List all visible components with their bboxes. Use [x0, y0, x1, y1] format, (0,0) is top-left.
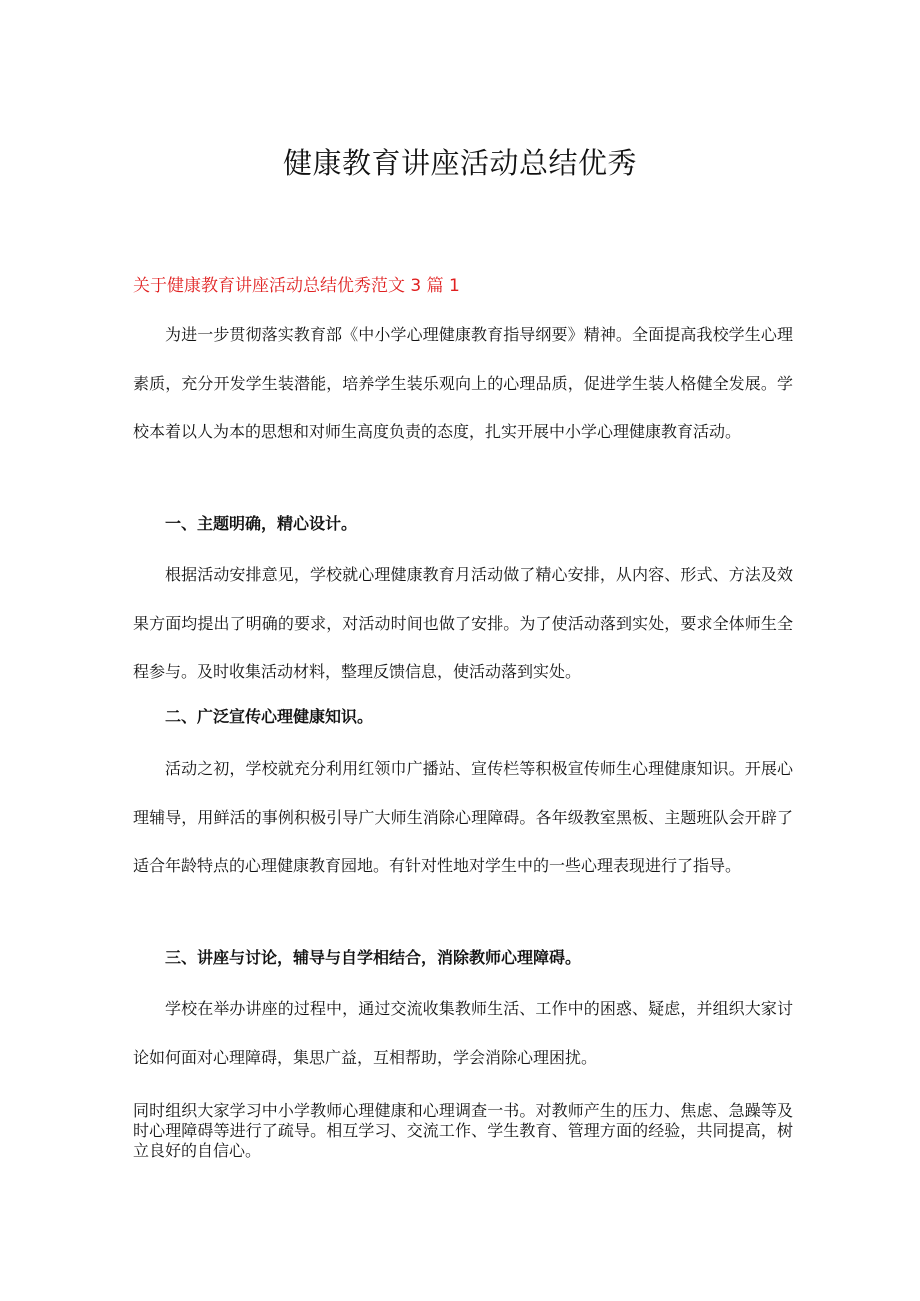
section-paragraph-2: 活动之初，学校就充分利用红领巾广播站、宣传栏等积极宣传师生心理健康知识。开展心理辅导，用鲜活的事例积极引导广大师生消除心理障碍。各年级教室黑板、主题班队会开辟了适合年龄特点的心理健康教育园地。有针对性地对学生中的一些心理表现进行了指导。 — [133, 759, 793, 875]
intro-paragraph: 为进一步贯彻落实教育部《中小学心理健康教育指导纲要》精神。全面提高我校学生心理素质，充分开发学生装潜能，培养学生装乐观向上的心理品质，促进学生装人格健全发展。学校本着以人为本的思想和对师生高度负责的态度，扎实开展中小学心理健康教育活动。 — [133, 325, 793, 441]
section-paragraph-1: 根据活动安排意见，学校就心理健康教育月活动做了精心安排，从内容、形式、方法及效果方面均提出了明确的要求，对活动时间也做了安排。为了使活动落到实处，要求全体师生全程参与。及时收集活动材料，整理反馈信息，使活动落到实处。 — [133, 565, 793, 681]
closing-paragraph: 同时组织大家学习中小学教师心理健康和心理调查一书。对教师产生的压力、焦虑、急躁等及时心理障碍等进行了疏导。相互学习、交流工作、学生教育、管理方面的经验，共同提高，树立良好的自信心。 — [133, 1101, 793, 1160]
document-subtitle: 关于健康教育讲座活动总结优秀范文 3 篇 1 — [133, 276, 460, 296]
section-heading-2: 二、广泛宣传心理健康知识。 — [165, 707, 374, 726]
section-heading-1: 一、主题明确，精心设计。 — [165, 514, 358, 533]
document-title: 健康教育讲座活动总结优秀 — [282, 146, 637, 180]
section-paragraph-3: 学校在举办讲座的过程中，通过交流收集教师生活、工作中的困惑、疑虑，并组织大家讨论如何面对心理障碍，集思广益，互相帮助，学会消除心理困扰。 — [133, 999, 793, 1067]
section-heading-3: 三、讲座与讨论，辅导与自学相结合，消除教师心理障碍。 — [165, 948, 582, 967]
